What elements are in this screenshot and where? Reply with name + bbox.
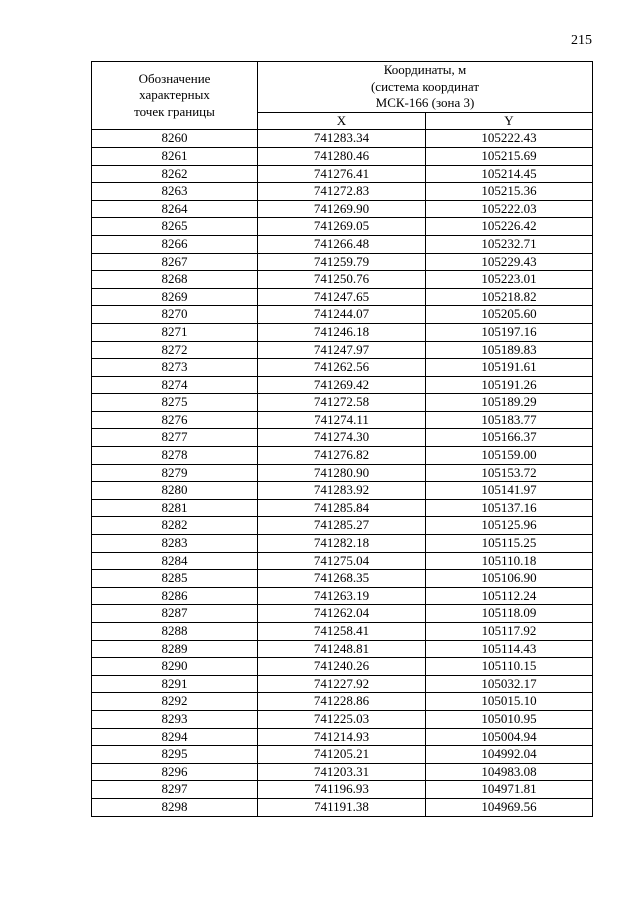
point-cell: 8272 xyxy=(92,341,258,359)
x-coordinate-cell: 741250.76 xyxy=(258,271,426,289)
point-cell: 8261 xyxy=(92,147,258,165)
point-cell: 8267 xyxy=(92,253,258,271)
point-cell: 8274 xyxy=(92,376,258,394)
y-coordinate-cell: 105189.29 xyxy=(426,394,593,412)
y-coordinate-cell: 105223.01 xyxy=(426,271,593,289)
x-coordinate-cell: 741276.82 xyxy=(258,447,426,465)
y-coordinate-cell: 104969.56 xyxy=(426,798,593,816)
x-coordinate-cell: 741246.18 xyxy=(258,323,426,341)
x-coordinate-cell: 741274.11 xyxy=(258,411,426,429)
table-row xyxy=(92,499,593,517)
table-row xyxy=(92,552,593,570)
y-coordinate-cell: 105197.16 xyxy=(426,323,593,341)
y-coordinate-cell: 105189.83 xyxy=(426,341,593,359)
table-row xyxy=(92,200,593,218)
table-row xyxy=(92,728,593,746)
point-cell: 8289 xyxy=(92,640,258,658)
coords-header-line: Координаты, м xyxy=(383,62,467,77)
point-cell: 8287 xyxy=(92,605,258,623)
y-coordinate-cell: 105125.96 xyxy=(426,517,593,535)
table-row xyxy=(92,341,593,359)
table-row xyxy=(92,253,593,271)
table-row xyxy=(92,482,593,500)
point-cell: 8294 xyxy=(92,728,258,746)
x-column-header: X xyxy=(258,112,426,130)
y-coordinate-cell: 105153.72 xyxy=(426,464,593,482)
y-coordinate-cell: 105141.97 xyxy=(426,482,593,500)
y-coordinate-cell: 105215.36 xyxy=(426,183,593,201)
table-row xyxy=(92,781,593,799)
table-row xyxy=(92,130,593,148)
point-cell: 8286 xyxy=(92,587,258,605)
page-number: 215 xyxy=(571,33,592,48)
y-coordinate-cell: 105112.24 xyxy=(426,587,593,605)
table-row xyxy=(92,623,593,641)
point-cell: 8265 xyxy=(92,218,258,236)
point-cell: 8269 xyxy=(92,288,258,306)
table-row xyxy=(92,165,593,183)
y-coordinate-cell: 105115.25 xyxy=(426,535,593,553)
table-row xyxy=(92,746,593,764)
table-row xyxy=(92,394,593,412)
table-row xyxy=(92,183,593,201)
point-cell: 8260 xyxy=(92,130,258,148)
y-coordinate-cell: 105183.77 xyxy=(426,411,593,429)
y-coordinate-cell: 105166.37 xyxy=(426,429,593,447)
table-row xyxy=(92,376,593,394)
y-coordinate-cell: 105218.82 xyxy=(426,288,593,306)
x-coordinate-cell: 741191.38 xyxy=(258,798,426,816)
x-coordinate-cell: 741272.83 xyxy=(258,183,426,201)
point-cell: 8281 xyxy=(92,499,258,517)
y-coordinate-cell: 105222.43 xyxy=(426,130,593,148)
y-coordinate-cell: 105117.92 xyxy=(426,623,593,641)
point-cell: 8282 xyxy=(92,517,258,535)
x-coordinate-cell: 741263.19 xyxy=(258,587,426,605)
y-coordinate-cell: 105106.90 xyxy=(426,570,593,588)
y-coordinate-cell: 105222.03 xyxy=(426,200,593,218)
x-coordinate-cell: 741262.56 xyxy=(258,359,426,377)
points-header-line: характерных xyxy=(139,87,210,103)
y-coordinate-cell: 105159.00 xyxy=(426,447,593,465)
point-cell: 8262 xyxy=(92,165,258,183)
point-cell: 8293 xyxy=(92,710,258,728)
table-row xyxy=(92,464,593,482)
x-coordinate-cell: 741272.58 xyxy=(258,394,426,412)
y-coordinate-cell: 105114.43 xyxy=(426,640,593,658)
x-coordinate-cell: 741240.26 xyxy=(258,658,426,676)
x-coordinate-cell: 741259.79 xyxy=(258,253,426,271)
y-coordinate-cell: 105232.71 xyxy=(426,235,593,253)
table-row xyxy=(92,218,593,236)
x-coordinate-cell: 741269.05 xyxy=(258,218,426,236)
y-coordinate-cell: 105226.42 xyxy=(426,218,593,236)
y-coordinate-cell: 105215.69 xyxy=(426,147,593,165)
x-coordinate-cell: 741214.93 xyxy=(258,728,426,746)
point-cell: 8280 xyxy=(92,482,258,500)
x-coordinate-cell: 741228.86 xyxy=(258,693,426,711)
point-cell: 8283 xyxy=(92,535,258,553)
y-coordinate-cell: 105214.45 xyxy=(426,165,593,183)
x-coordinate-cell: 741227.92 xyxy=(258,675,426,693)
x-coordinate-cell: 741274.30 xyxy=(258,429,426,447)
points-header-line: Обозначение xyxy=(138,70,211,86)
x-coordinate-cell: 741283.34 xyxy=(258,130,426,148)
table-row xyxy=(92,323,593,341)
table-row xyxy=(92,447,593,465)
table-row xyxy=(92,306,593,324)
table-row xyxy=(92,411,593,429)
y-coordinate-cell: 104971.81 xyxy=(426,781,593,799)
y-coordinate-cell: 105137.16 xyxy=(426,499,593,517)
point-cell: 8264 xyxy=(92,200,258,218)
x-coordinate-cell: 741244.07 xyxy=(258,306,426,324)
table-row xyxy=(92,570,593,588)
y-coordinate-cell: 104992.04 xyxy=(426,746,593,764)
table-row xyxy=(92,271,593,289)
point-cell: 8278 xyxy=(92,447,258,465)
table-row xyxy=(92,640,593,658)
point-cell: 8273 xyxy=(92,359,258,377)
table-row xyxy=(92,235,593,253)
point-cell: 8290 xyxy=(92,658,258,676)
point-cell: 8266 xyxy=(92,235,258,253)
x-coordinate-cell: 741266.48 xyxy=(258,235,426,253)
x-coordinate-cell: 741247.97 xyxy=(258,341,426,359)
x-coordinate-cell: 741262.04 xyxy=(258,605,426,623)
x-coordinate-cell: 741268.35 xyxy=(258,570,426,588)
table-row xyxy=(92,288,593,306)
table-row xyxy=(92,517,593,535)
table-row xyxy=(92,763,593,781)
point-cell: 8279 xyxy=(92,464,258,482)
point-cell: 8285 xyxy=(92,570,258,588)
x-coordinate-cell: 741248.81 xyxy=(258,640,426,658)
x-coordinate-cell: 741285.84 xyxy=(258,499,426,517)
y-coordinate-cell: 105191.61 xyxy=(426,359,593,377)
table-body xyxy=(92,130,593,816)
point-cell: 8292 xyxy=(92,693,258,711)
points-header-line: точек границы xyxy=(134,103,215,119)
x-coordinate-cell: 741283.92 xyxy=(258,482,426,500)
coords-header-line: МСК-166 (зона 3) xyxy=(375,95,475,111)
table-row xyxy=(92,587,593,605)
point-cell: 8291 xyxy=(92,675,258,693)
table-row xyxy=(92,658,593,676)
y-coordinate-cell: 105110.15 xyxy=(426,658,593,676)
point-cell: 8276 xyxy=(92,411,258,429)
x-coordinate-cell: 741276.41 xyxy=(258,165,426,183)
y-coordinate-cell: 105205.60 xyxy=(426,306,593,324)
coordinates-table xyxy=(91,61,593,817)
table-row xyxy=(92,147,593,165)
point-cell: 8268 xyxy=(92,271,258,289)
x-coordinate-cell: 741225.03 xyxy=(258,710,426,728)
points-column-header xyxy=(92,62,258,130)
y-coordinate-cell: 105004.94 xyxy=(426,728,593,746)
table-row xyxy=(92,429,593,447)
point-cell: 8275 xyxy=(92,394,258,412)
x-coordinate-cell: 741269.90 xyxy=(258,200,426,218)
point-cell: 8288 xyxy=(92,623,258,641)
y-coordinate-cell: 105191.26 xyxy=(426,376,593,394)
y-coordinate-cell: 104983.08 xyxy=(426,763,593,781)
point-cell: 8297 xyxy=(92,781,258,799)
table-row xyxy=(92,359,593,377)
header-row xyxy=(92,62,593,113)
x-coordinate-cell: 741282.18 xyxy=(258,535,426,553)
table-row xyxy=(92,675,593,693)
y-column-header: Y xyxy=(426,112,593,130)
table-row xyxy=(92,605,593,623)
y-coordinate-cell: 105010.95 xyxy=(426,710,593,728)
x-coordinate-cell: 741203.31 xyxy=(258,763,426,781)
y-coordinate-cell: 105015.10 xyxy=(426,693,593,711)
x-coordinate-cell: 741247.65 xyxy=(258,288,426,306)
point-cell: 8298 xyxy=(92,798,258,816)
point-cell: 8277 xyxy=(92,429,258,447)
x-coordinate-cell: 741280.90 xyxy=(258,464,426,482)
y-coordinate-cell: 105110.18 xyxy=(426,552,593,570)
x-coordinate-cell: 741285.27 xyxy=(258,517,426,535)
x-coordinate-cell: 741280.46 xyxy=(258,147,426,165)
x-coordinate-cell: 741205.21 xyxy=(258,746,426,764)
table-row xyxy=(92,693,593,711)
x-coordinate-cell: 741196.93 xyxy=(258,781,426,799)
y-coordinate-cell: 105118.09 xyxy=(426,605,593,623)
x-coordinate-cell: 741258.41 xyxy=(258,623,426,641)
point-cell: 8295 xyxy=(92,746,258,764)
y-coordinate-cell: 105032.17 xyxy=(426,675,593,693)
table-row xyxy=(92,798,593,816)
point-cell: 8271 xyxy=(92,323,258,341)
table-row xyxy=(92,710,593,728)
x-coordinate-cell: 741269.42 xyxy=(258,376,426,394)
point-cell: 8284 xyxy=(92,552,258,570)
point-cell: 8270 xyxy=(92,306,258,324)
y-coordinate-cell: 105229.43 xyxy=(426,253,593,271)
point-cell: 8263 xyxy=(92,183,258,201)
coordinates-column-header xyxy=(258,62,593,113)
point-cell: 8296 xyxy=(92,763,258,781)
x-coordinate-cell: 741275.04 xyxy=(258,552,426,570)
table-row xyxy=(92,535,593,553)
coords-header-line: (система координат xyxy=(370,78,480,94)
